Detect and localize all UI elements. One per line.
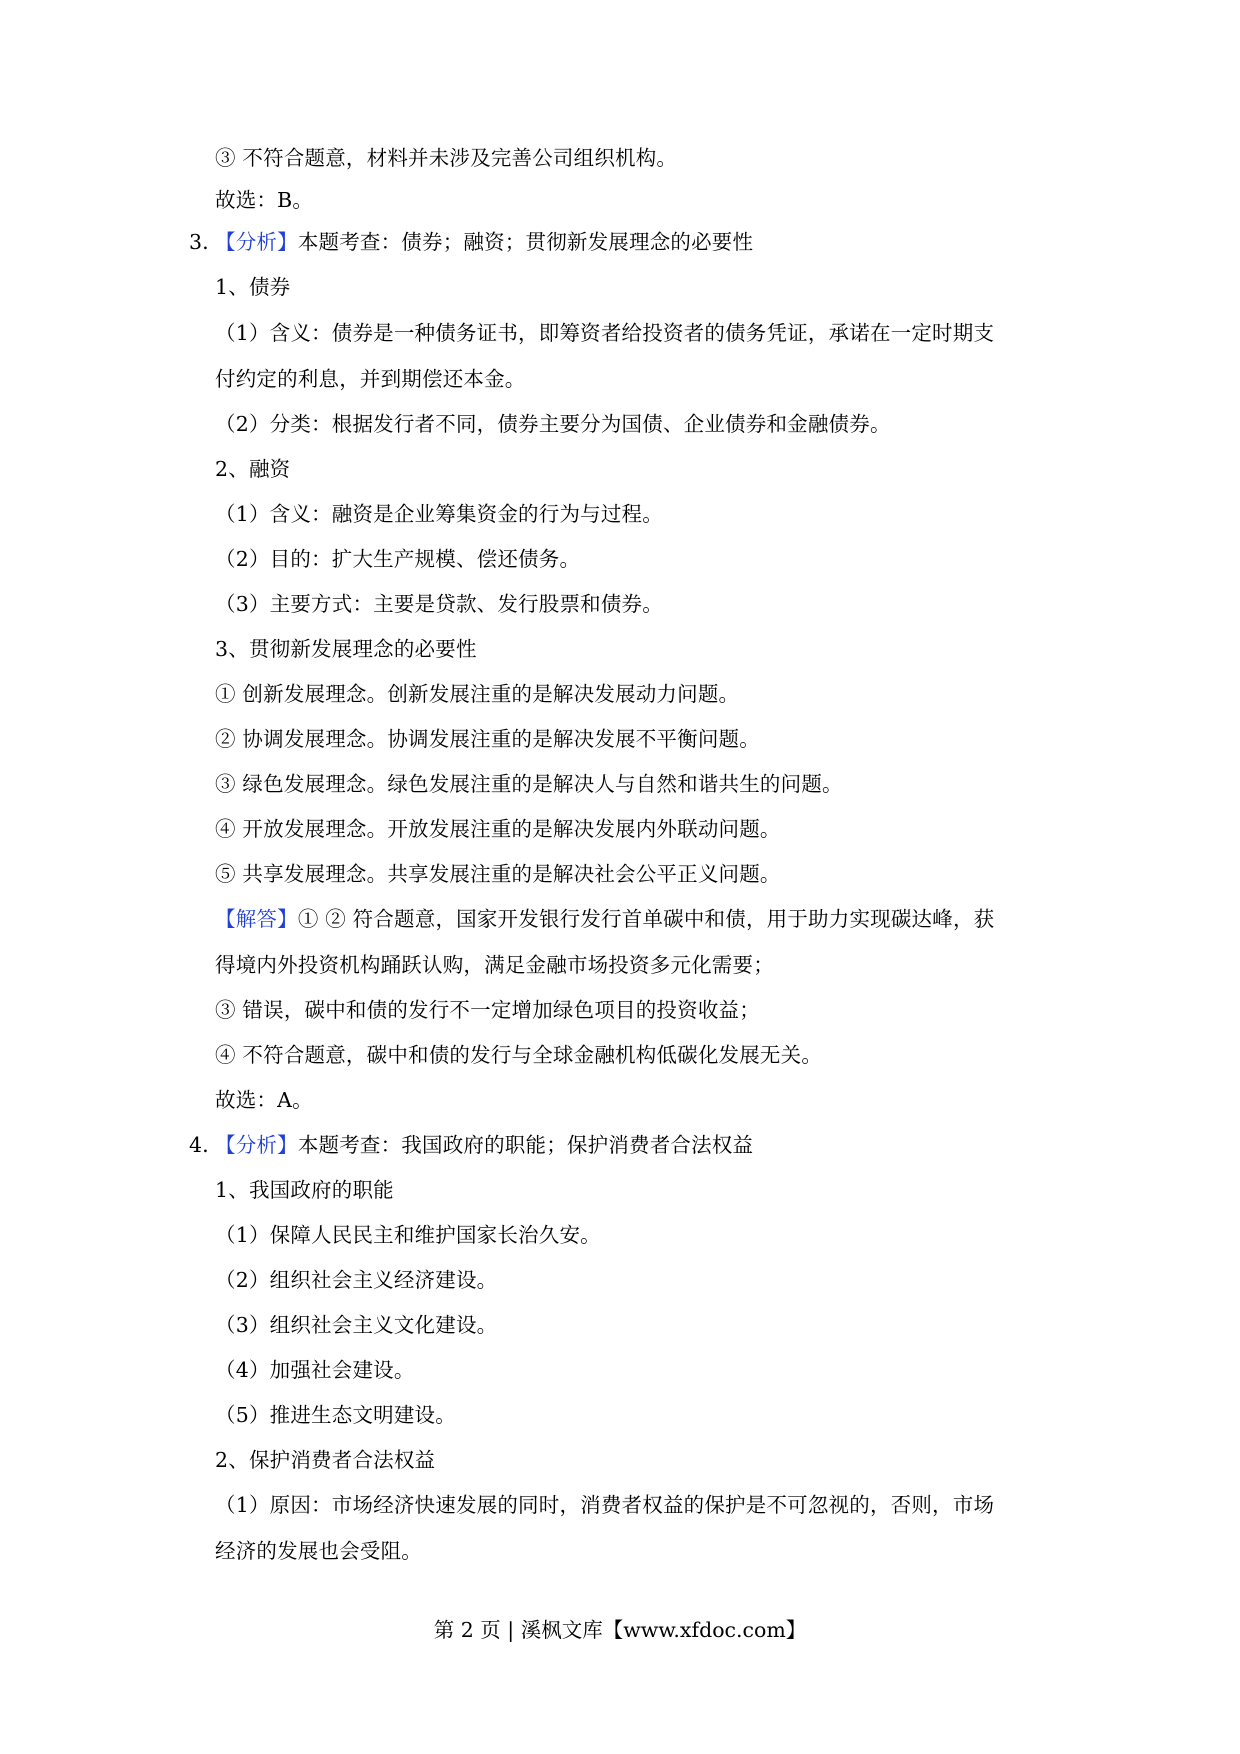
text-line: （2）分类：根据发行者不同，债券主要分为国债、企业债券和金融债券。 [215, 412, 891, 436]
text-line: 故选：A。 [215, 1088, 313, 1112]
text-line: （3）主要方式：主要是贷款、发行股票和债券。 [215, 592, 663, 616]
text-line: 经济的发展也会受阻。 [215, 1539, 422, 1563]
text-line: （1）原因：市场经济快速发展的同时，消费者权益的保护是不可忽视的，否则，市场 [215, 1493, 995, 1517]
text-line: ② 协调发展理念。协调发展注重的是解决发展不平衡问题。 [215, 727, 760, 751]
question-3-heading [0, 222, 1240, 262]
analysis-tag: 【分析】 [215, 230, 298, 254]
text-line: （5）推进生态文明建设。 [215, 1403, 456, 1427]
text-line: （1）保障人民民主和维护国家长治久安。 [215, 1223, 601, 1247]
text-line: （3）组织社会主义文化建设。 [215, 1313, 498, 1337]
question-number: 4． [189, 1133, 223, 1157]
text-line: （1）含义：债券是一种债务证书，即筹资者给投资者的债务凭证，承诺在一定时期支 [215, 321, 995, 345]
text-line: 1、我国政府的职能 [215, 1178, 394, 1202]
answer-text: ① ② 符合题意，国家开发银行发行首单碳中和债，用于助力实现碳达峰，获 [297, 907, 995, 931]
analysis-text: 本题考查：我国政府的职能；保护消费者合法权益 [297, 1133, 754, 1157]
text-line: ⑤ 共享发展理念。共享发展注重的是解决社会公平正义问题。 [215, 862, 781, 886]
text-line: 2、保护消费者合法权益 [215, 1448, 436, 1472]
text-line: （4）加强社会建设。 [215, 1358, 415, 1382]
answer-line [215, 899, 994, 939]
question-number: 3． [189, 230, 223, 254]
text-line: 得境内外投资机构踊跃认购，满足金融市场投资多元化需要； [215, 953, 774, 977]
text-line: 1、债券 [215, 275, 291, 299]
text-line: ③ 错误，碳中和债的发行不一定增加绿色项目的投资收益； [215, 998, 760, 1022]
text-line: ③ 绿色发展理念。绿色发展注重的是解决人与自然和谐共生的问题。 [215, 772, 843, 796]
text-line: 付约定的利息，并到期偿还本金。 [215, 367, 526, 391]
analysis-text: 本题考查：债券；融资；贯彻新发展理念的必要性 [297, 230, 754, 254]
text-line: （1）含义：融资是企业筹集资金的行为与过程。 [215, 502, 663, 526]
text-line: ④ 不符合题意，碳中和债的发行与全球金融机构低碳化发展无关。 [215, 1043, 823, 1067]
text-line: （2）组织社会主义经济建设。 [215, 1268, 498, 1292]
text-line: 2、融资 [215, 457, 291, 481]
text-line: ④ 开放发展理念。开放发展注重的是解决发展内外联动问题。 [215, 817, 781, 841]
question-4-heading [0, 1125, 1240, 1165]
text-line: ① 创新发展理念。创新发展注重的是解决发展动力问题。 [215, 682, 740, 706]
text-line: ③ 不符合题意，材料并未涉及完善公司组织机构。 [215, 146, 678, 170]
page-footer: 第 2 页 | 溪枫文库【www.xfdoc.com】 [433, 1618, 807, 1642]
text-line: 故选：B。 [215, 188, 314, 212]
text-line: 3、贯彻新发展理念的必要性 [215, 637, 477, 661]
analysis-tag: 【分析】 [215, 1133, 298, 1157]
answer-tag: 【解答】 [215, 907, 298, 931]
text-line: （2）目的：扩大生产规模、偿还债务。 [215, 547, 581, 571]
